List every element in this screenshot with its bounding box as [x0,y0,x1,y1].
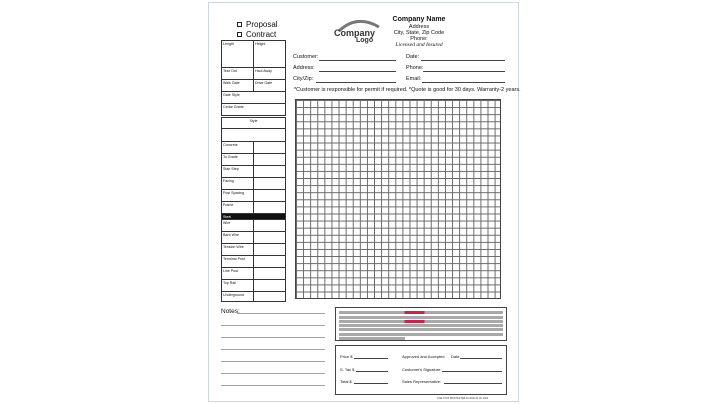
approved-label: Approved and Accepted [402,354,445,359]
wire-label: Wire [223,221,231,225]
post-spacing-label: Post Spacing [223,191,245,195]
terms-line [339,311,503,314]
terms-line [339,320,503,323]
company-city: City, State, Zip Code [393,30,445,36]
top-rail-label: Top Rail [223,281,236,285]
total-field[interactable] [354,383,388,384]
city-label: City/Zip: [293,76,314,82]
price-field[interactable] [354,358,388,359]
disclaimer-text: *Customer is responsible for permit if required. *Quote is good for 30 days. Warranty-2 years. [294,87,521,93]
company-address: Address [408,24,430,30]
cedar-grade-cell[interactable] [221,103,286,116]
phone-label: Phone: [406,65,424,71]
gate-style-label: Gate Style [223,93,240,97]
terminal-post-label: Terminal Post [223,257,245,261]
logo-text-top: Company [334,28,376,38]
haul-away-label: Haul Away [255,69,272,73]
line-post-label: Line Post [223,269,238,273]
notes-line-6[interactable] [221,373,325,374]
height-label: Height [255,42,266,46]
company-logo [333,18,383,46]
notes-label: Notes: [221,308,240,315]
notes-line-1[interactable] [237,313,325,314]
proposal-option[interactable] [237,20,278,29]
style-label: Style [249,119,258,123]
phone-field[interactable] [423,71,505,72]
customer-field[interactable] [319,60,396,61]
city-field[interactable] [316,82,396,83]
notes-line-4[interactable] [221,349,325,350]
notes-line-5[interactable] [221,361,325,362]
logo-text-bottom: Logo [356,37,374,44]
style-divider [221,128,286,129]
email-field[interactable] [422,82,505,83]
notes-line-7[interactable] [221,385,325,386]
form-sheet [208,2,519,402]
spec-table [221,40,286,302]
drawing-grid[interactable] [295,99,501,299]
terms-block [335,307,507,341]
length-label: Length [223,42,234,46]
underground-cell[interactable] [221,291,254,302]
footer-code: ONE STOP PRINTER 888-00-0000-00 OF 2022 [437,397,489,400]
approved-date-label: Date [451,354,460,359]
contract-option[interactable] [237,30,278,39]
height-cell[interactable] [253,40,286,68]
date-label: Date: [406,54,420,60]
total-label: Total $ [340,379,352,384]
company-name: Company Name [392,16,446,23]
email-label: Email: [406,76,422,82]
barb-wire-label: Barb Wire [223,233,239,237]
company-info [379,16,459,48]
signature-field[interactable] [442,371,502,372]
tax-field[interactable] [356,371,388,372]
terms-line [339,333,503,336]
underground-label: Underground [223,293,244,297]
terms-line [339,316,503,319]
frame-label: Frame [223,203,234,207]
address-label: Address: [293,65,315,71]
proposal-label: Proposal [246,20,278,29]
length-cell[interactable] [221,40,254,68]
sales-rep-field[interactable] [444,383,502,384]
terms-line [339,337,405,340]
signature-block [335,345,507,395]
to-grade-label: To Grade [223,155,238,159]
date-field[interactable] [421,60,505,61]
signature-label: Customer's Signature: [402,367,442,372]
tear-out-label: Tear Out [223,69,237,73]
sales-rep-label: Sales Representative: [402,379,442,384]
notes-line-2[interactable] [221,325,325,326]
facing-label: Facing [223,179,234,183]
customer-label: Customer: [293,54,319,60]
proposal-checkbox[interactable] [237,22,242,27]
approved-date-field[interactable] [460,358,502,359]
style-box[interactable] [221,117,286,142]
steel-label: Steel [223,215,232,219]
contract-label: Contract [246,30,277,39]
walk-gate-label: Walk Gate [223,81,240,85]
tax-label: S. Tax $ [340,367,355,372]
notes-line-3[interactable] [221,337,325,338]
price-label: Price $ [340,354,353,359]
concrete-label: Concrete [223,143,238,147]
form-type-options [237,20,278,39]
tension-wire-label: Tension Wire [223,245,244,249]
address-field[interactable] [319,71,396,72]
terms-line [339,324,503,327]
cedar-grade-label: Cedar Grade [223,105,244,109]
licensed-text: Licensed and Insured [395,42,443,48]
drive-gate-label: Drive Gate [255,81,273,85]
stair-step-label: Stair Step [223,167,239,171]
company-phone: Phone: [410,36,428,42]
terms-line [339,328,503,331]
underground-value[interactable] [253,291,286,302]
contract-checkbox[interactable] [237,32,242,37]
